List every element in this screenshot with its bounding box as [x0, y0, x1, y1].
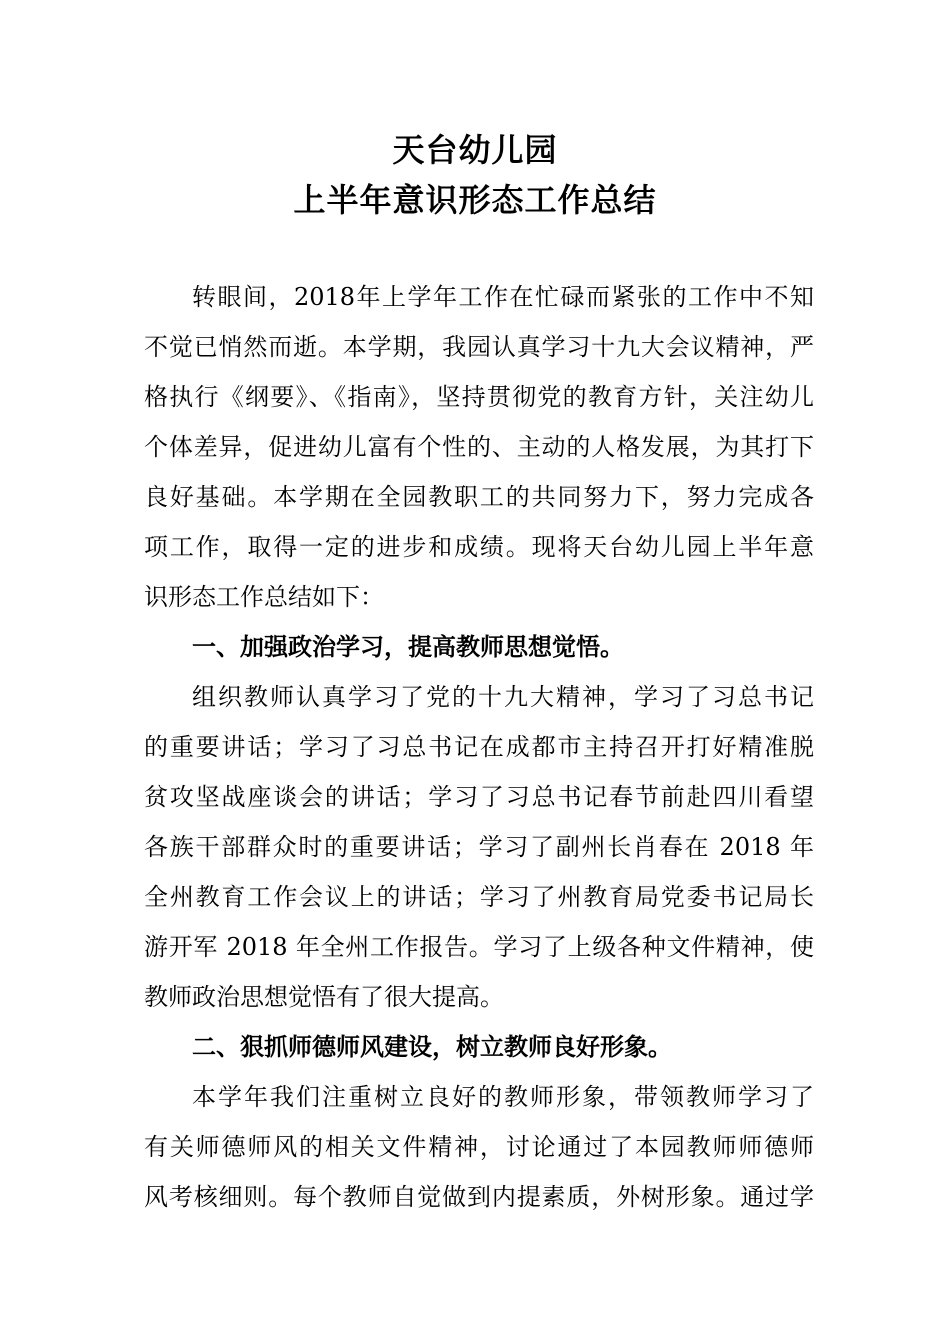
paragraph-line: 个体差异，促进幼儿富有个性的、主动的人格发展，为其打下	[144, 433, 814, 461]
paragraph-line: 风考核细则。每个教师自觉做到内提素质，外树形象。通过学	[144, 1183, 814, 1211]
paragraph-line: 贫攻坚战座谈会的讲话；学习了习总书记春节前赴四川看望	[144, 783, 814, 811]
paragraph-political-study	[144, 672, 814, 1022]
document-body	[144, 272, 814, 1222]
paragraph-line: 各族干部群众时的重要讲话；学习了副州长肖春在 2018 年	[144, 833, 814, 861]
paragraph-intro	[144, 272, 814, 622]
paragraph-line: 组织教师认真学习了党的十九大精神，学习了习总书记	[192, 683, 814, 711]
paragraph-line: 识形态工作总结如下：	[144, 583, 384, 611]
paragraph-line: 有关师德师风的相关文件精神，讨论通过了本园教师师德师	[144, 1133, 814, 1161]
section-heading-1: 一、加强政治学习，提高教师思想觉悟。	[192, 632, 624, 661]
paragraph-line: 良好基础。本学期在全园教职工的共同努力下，努力完成各	[144, 483, 814, 511]
paragraph-line: 不觉已悄然而逝。本学期，我园认真学习十九大会议精神，严	[144, 333, 814, 361]
paragraph-line: 游开军 2018 年全州工作报告。学习了上级各种文件精神，使	[144, 933, 814, 961]
paragraph-line: 转眼间，2018年上学年工作在忙碌而紧张的工作中不知	[192, 283, 814, 311]
paragraph-line: 教师政治思想觉悟有了很大提高。	[144, 983, 504, 1011]
document-title: 天台幼儿园	[392, 131, 558, 169]
paragraph-line: 本学年我们注重树立良好的教师形象，带领教师学习了	[192, 1083, 814, 1111]
paragraph-line: 全州教育工作会议上的讲话；学习了州教育局党委书记局长	[144, 883, 814, 911]
paragraph-line: 格执行《纲要》、《指南》，坚持贯彻党的教育方针，关注幼儿	[144, 383, 814, 411]
paragraph-line: 的重要讲话；学习了习总书记在成都市主持召开打好精准脱	[144, 733, 814, 761]
document-subtitle: 上半年意识形态工作总结	[293, 181, 657, 219]
paragraph-line: 项工作，取得一定的进步和成绩。现将天台幼儿园上半年意	[144, 533, 814, 561]
paragraph-teacher-ethics	[144, 1072, 814, 1222]
section-heading-2: 二、狠抓师德师风建设，树立教师良好形象。	[192, 1032, 672, 1061]
